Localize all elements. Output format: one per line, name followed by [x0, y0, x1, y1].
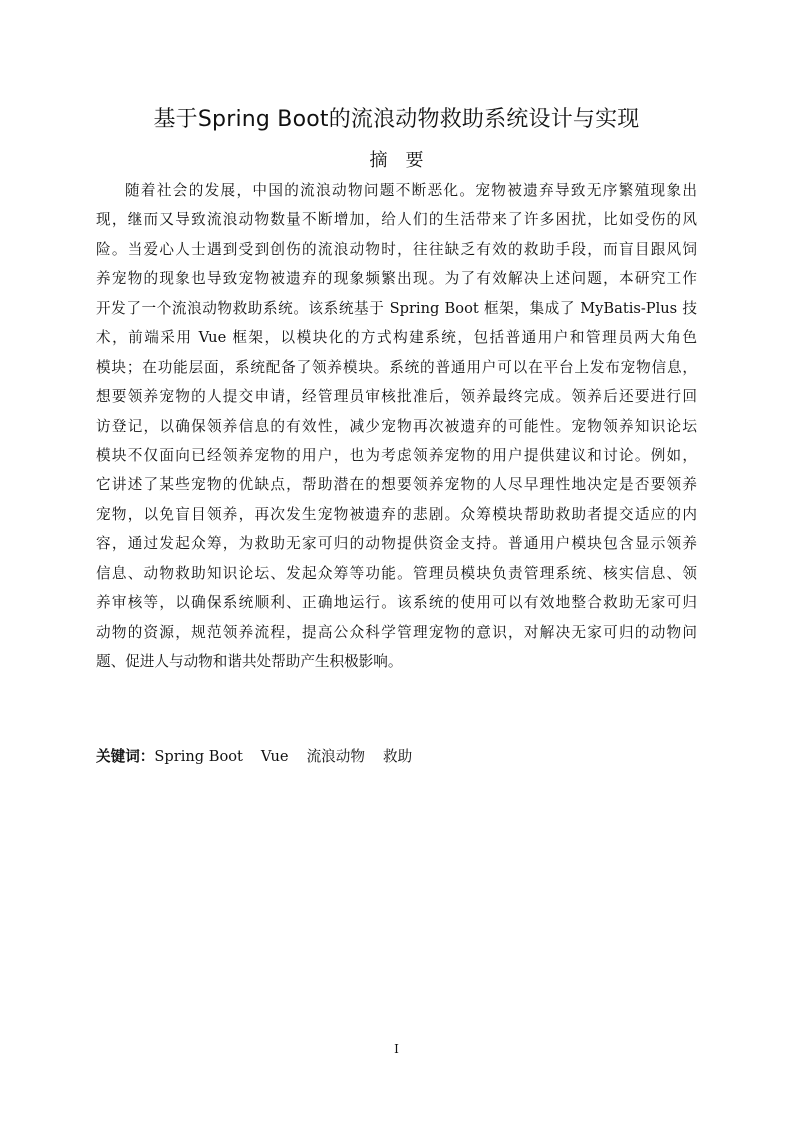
abstract-heading-char: 要	[405, 150, 424, 171]
abstract-line: 宠物，以免盲目领养，再次发生宠物被遗弃的悲剧。众筹模块帮助救助者提交适应的内	[96, 505, 697, 523]
keywords-label: 关键词：	[96, 748, 155, 765]
abstract-heading	[0, 146, 793, 172]
keyword: 救助	[382, 748, 413, 765]
abstract-line: 信息、动物救助知识论坛、发起众筹等功能。管理员模块负责管理系统、核实信息、领	[96, 564, 697, 582]
abstract-line: 模块不仅面向已经领养宠物的用户，也为考虑领养宠物的用户提供建议和讨论。例如，	[96, 446, 697, 464]
abstract-line: 容，通过发起众筹，为救助无家可归的动物提供资金支持。普通用户模块包含显示领养	[96, 535, 697, 553]
keyword: Spring Boot	[154, 748, 243, 765]
abstract-line: 动物的资源，规范领养流程，提高公众科学管理宠物的意识，对解决无家可归的动物问	[96, 623, 697, 641]
abstract-line: 题、促进人与动物和谐共处帮助产生积极影响。	[96, 653, 403, 670]
abstract-line: 模块；在功能层面，系统配备了领养模块。系统的普通用户可以在平台上发布宠物信息，	[96, 358, 697, 376]
abstract-line: 险。当爱心人士遇到受到创伤的流浪动物时，往往缺乏有效的救助手段，而盲目跟风饲	[96, 240, 697, 258]
abstract-line: 想要领养宠物的人提交申请，经管理员审核批准后，领养最终完成。领养后还要进行回	[96, 388, 697, 406]
abstract-line: 它讲述了某些宠物的优缺点，帮助潜在的想要领养宠物的人尽早理性地决定是否要领养	[96, 476, 697, 494]
abstract-heading-char: 摘	[369, 150, 388, 171]
keywords	[96, 746, 430, 768]
abstract-line: 现，继而又导致流浪动物数量不断增加，给人们的生活带来了许多困扰，比如受伤的风	[96, 211, 697, 229]
abstract-body	[96, 180, 697, 680]
keyword: 流浪动物	[306, 748, 365, 765]
abstract-line: 养宠物的现象也导致宠物被遗弃的现象频繁出现。为了有效解决上述问题，本研究工作	[96, 270, 697, 288]
page-number: I	[394, 1042, 399, 1056]
abstract-line: 开发了一个流浪动物救助系统。该系统基于 Spring Boot 框架，集成了 MyBatis-Plus 技	[96, 299, 697, 317]
document-title: 基于Spring Boot的流浪动物救助系统设计与实现	[153, 107, 640, 132]
keyword: Vue	[260, 748, 289, 765]
abstract-line: 访登记，以确保领养信息的有效性，减少宠物再次被遗弃的可能性。宠物领养知识论坛	[96, 417, 697, 435]
abstract-line: 随着社会的发展，中国的流浪动物问题不断恶化。宠物被遗弃导致无序繁殖现象出	[125, 182, 697, 199]
abstract-line: 术，前端采用 Vue 框架，以模块化的方式构建系统，包括普通用户和管理员两大角色	[96, 329, 697, 347]
abstract-line: 养审核等，以确保系统顺利、正确地运行。该系统的使用可以有效地整合救助无家可归	[96, 594, 697, 612]
